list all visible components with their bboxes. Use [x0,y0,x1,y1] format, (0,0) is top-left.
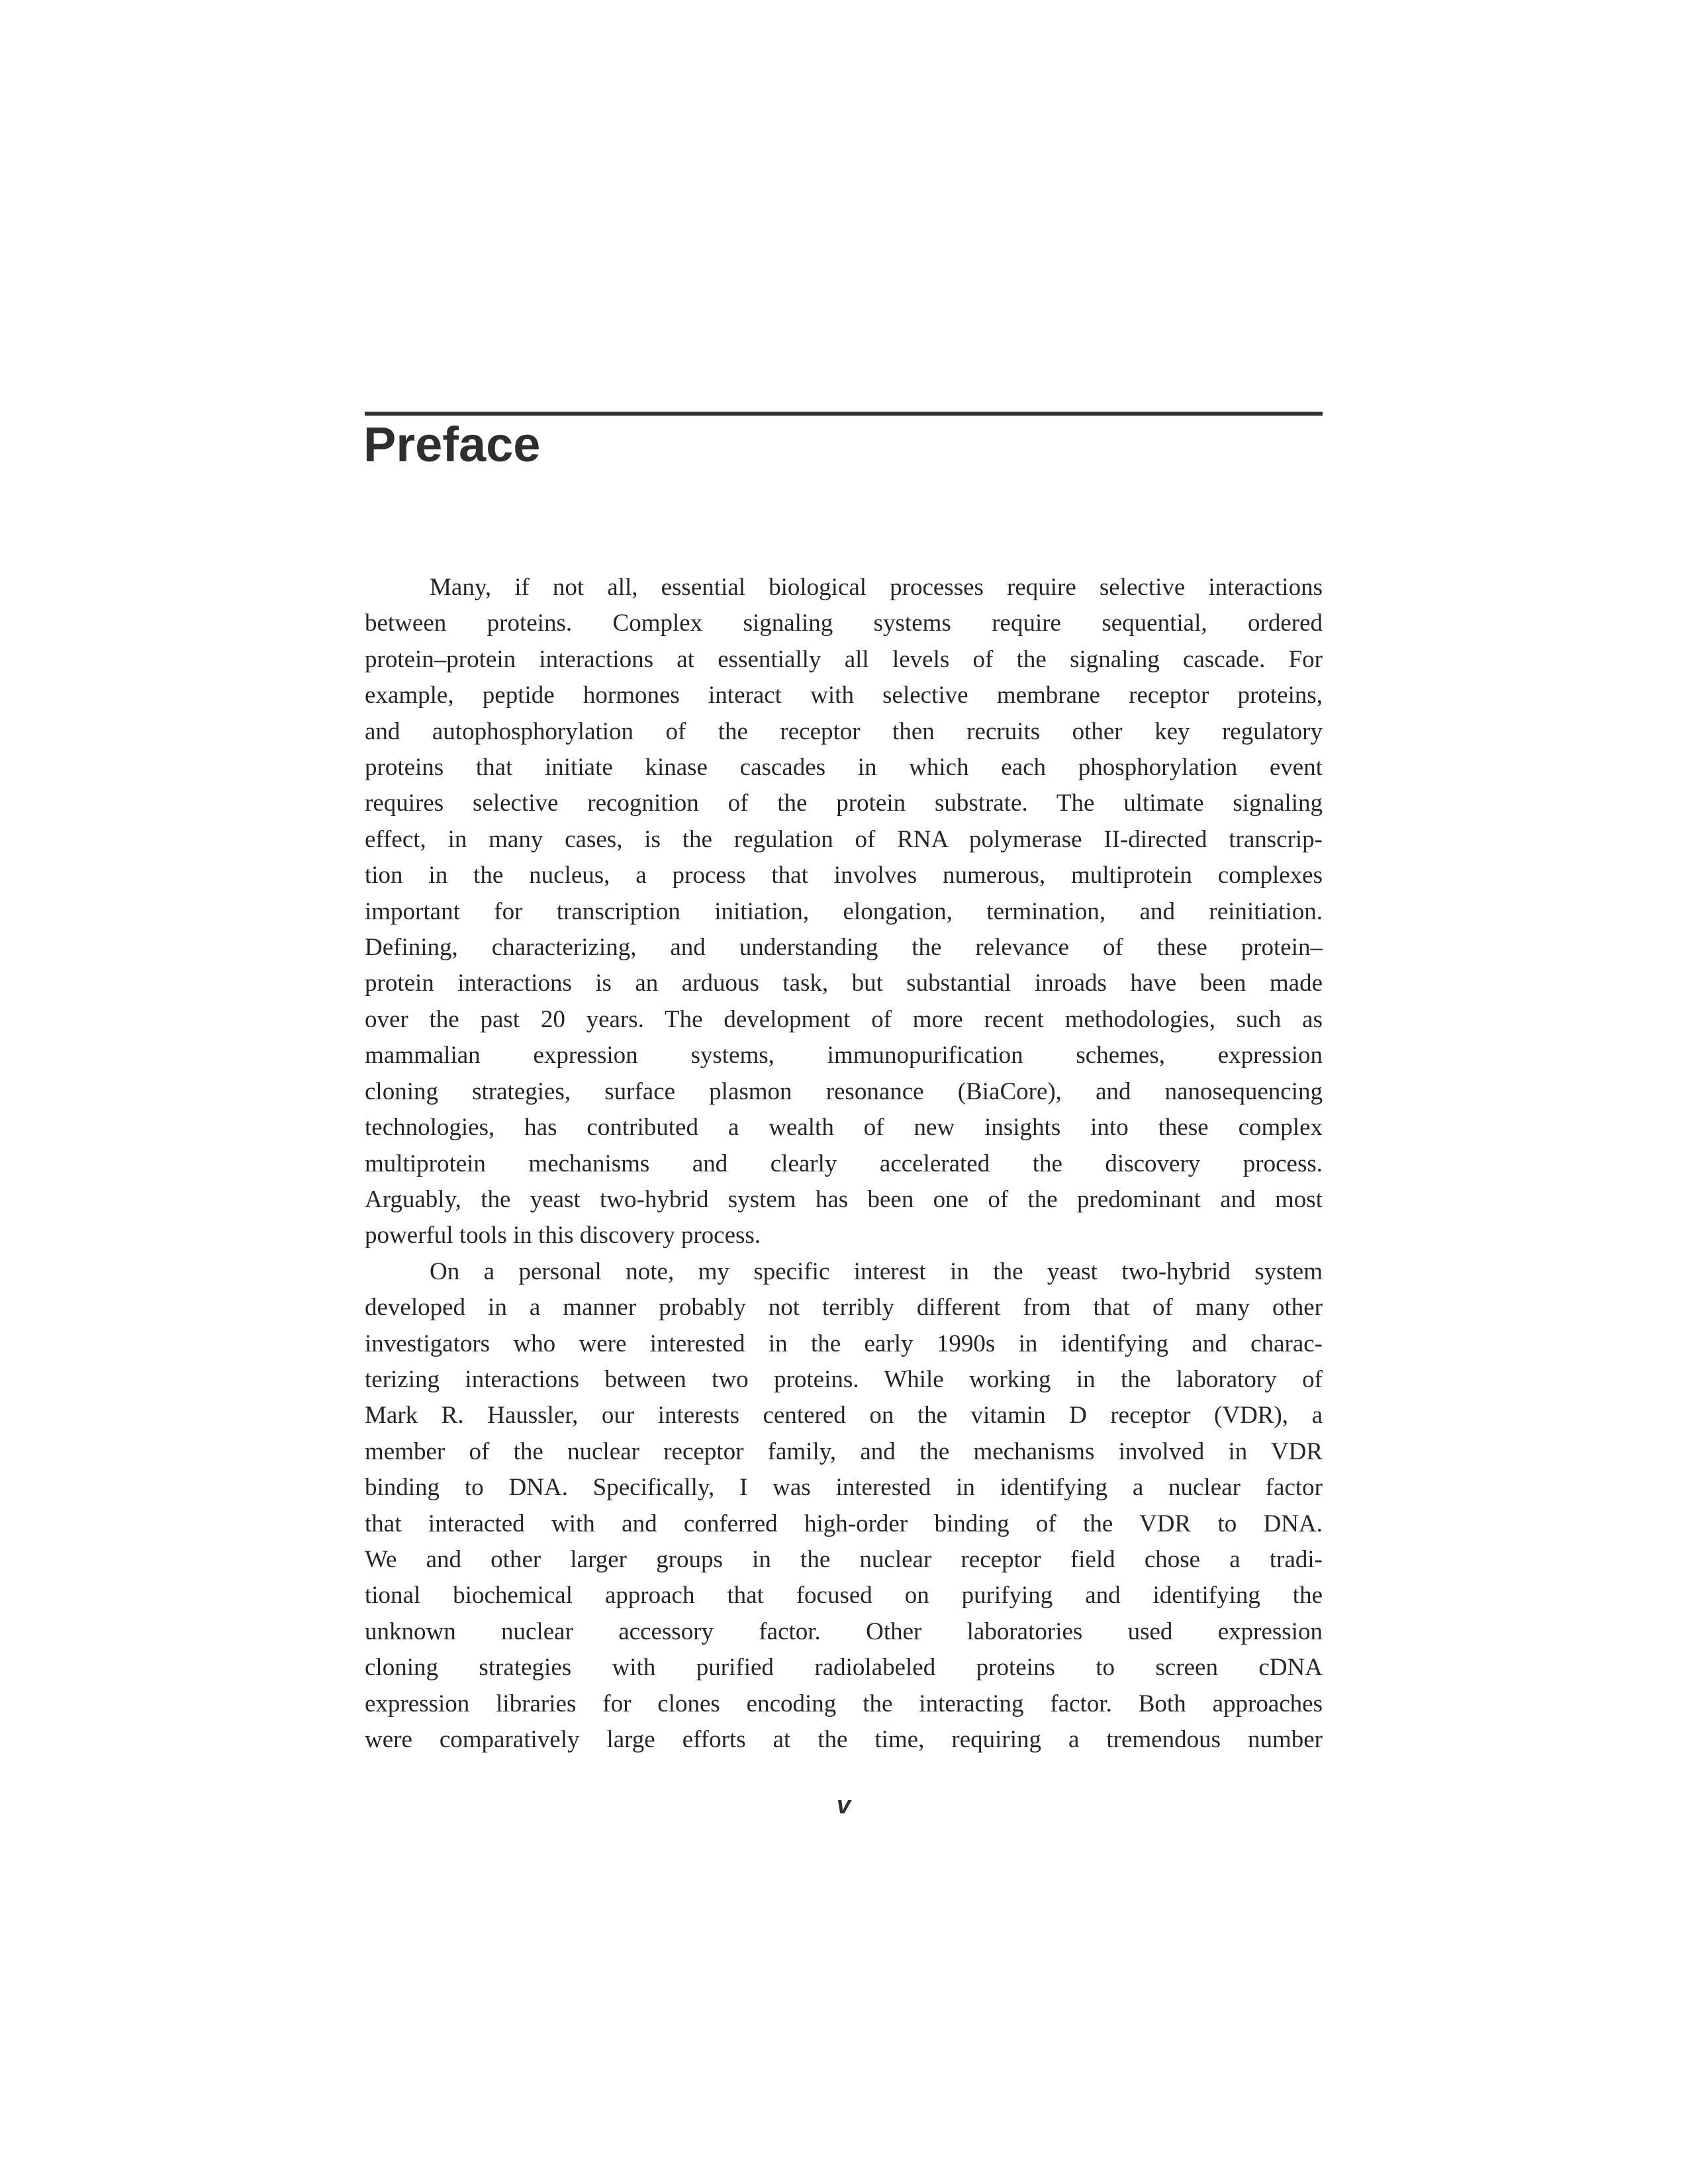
text-line: Many, if not all, essential biological processes require selective interactions [430,574,1323,601]
text-line: tional biochemical approach that focused on purifying and identifying the [365,1582,1323,1610]
text-line: tion in the nucleus, a process that involves numerous, multiprotein complexes [365,862,1323,889]
text-line: developed in a manner probably not terribly different from that of many other [365,1294,1323,1322]
text-line: cloning strategies with purified radiolabeled proteins to screen cDNA [365,1654,1323,1682]
text-line: binding to DNA. Specifically, I was interested in identifying a nuclear factor [365,1474,1323,1502]
text-line: protein interactions is an arduous task, but substantial inroads have been made [365,970,1323,997]
text-line: On a personal note, my specific interest in the yeast two-hybrid system [430,1257,1323,1285]
text-line: investigators who were interested in the early 1990s in identifying and charac- [365,1330,1323,1357]
text-line: Mark R. Haussler, our interests centered on the vitamin D receptor (VDR), a [365,1402,1323,1430]
text-line: example, peptide hormones interact with selective membrane receptor proteins, [365,682,1323,709]
text-line: important for transcription initiation, elongation, termination, and reinitiation. [365,897,1323,925]
text-line: member of the nuclear receptor family, and the mechanisms involved in VDR [365,1437,1323,1465]
chapter-rule [365,412,1323,416]
text-line: protein–protein interactions at essentially all levels of the signaling cascade. For [365,645,1323,673]
page-title: Preface [363,417,541,472]
text-line: over the past 20 years. The development of more recent methodologies, such as [365,1005,1323,1033]
text-line: We and other larger groups in the nuclear receptor field chose a tradi- [365,1545,1323,1573]
text-line: unknown nuclear accessory factor. Other laboratories used expression [365,1617,1323,1645]
text-line: cloning strategies, surface plasmon resonance (BiaCore), and nanosequencing [365,1077,1323,1105]
text-line: that interacted with and conferred high-order binding of the VDR to DNA. [365,1510,1323,1537]
text-line: powerful tools in this discovery process. [365,1222,761,1250]
text-line: between proteins. Complex signaling systems require sequential, ordered [365,610,1323,637]
text-line: and autophosphorylation of the receptor then recruits other key regulatory [365,717,1323,745]
text-line: mammalian expression systems, immunopurification schemes, expression [365,1042,1323,1069]
text-line: effect, in many cases, is the regulation of RNA polymerase II-directed transcrip- [365,825,1323,853]
text-line: multiprotein mechanisms and clearly accelerated the discovery process. [365,1150,1323,1177]
text-line: were comparatively large efforts at the time, requiring a tremendous number [365,1726,1323,1753]
text-line: proteins that initiate kinase cascades in which each phosphorylation event [365,754,1323,782]
text-line: Defining, characterizing, and understanding the relevance of these protein– [365,934,1323,962]
text-line: requires selective recognition of the protein substrate. The ultimate signaling [365,790,1323,817]
text-line: terizing interactions between two proteins. While working in the laboratory of [365,1365,1323,1393]
body-text [365,570,1323,1758]
page-number: v [836,1792,851,1819]
text-line: Arguably, the yeast two-hybrid system has been one of the predominant and most [365,1185,1323,1213]
text-line: expression libraries for clones encoding the interacting factor. Both approaches [365,1690,1323,1717]
text-line: technologies, has contributed a wealth of new insights into these complex [365,1114,1323,1142]
